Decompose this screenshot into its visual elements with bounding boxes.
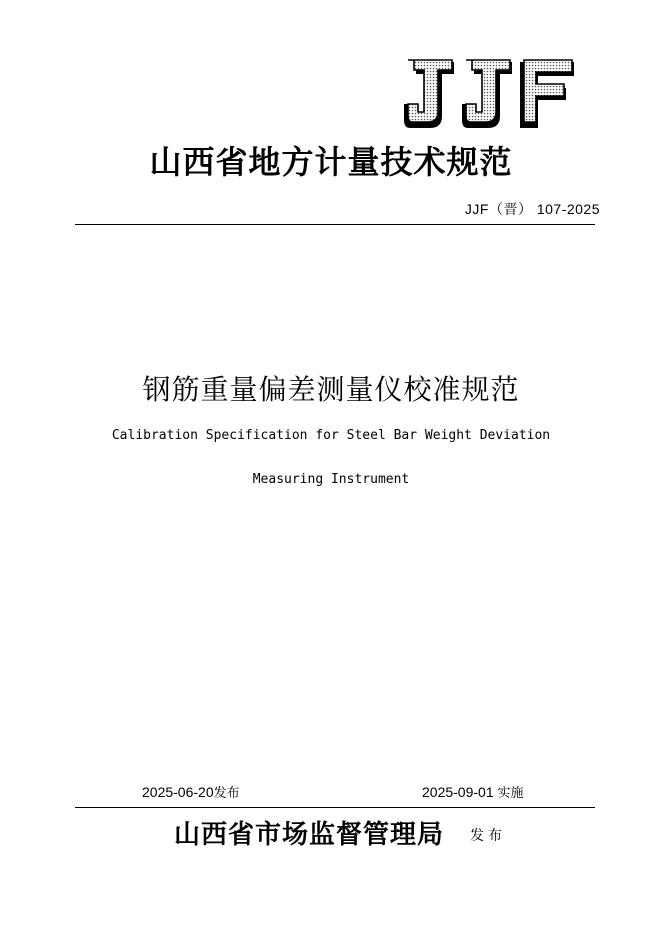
issue-label: 发布 [213, 786, 240, 801]
effective-date-block [422, 783, 524, 803]
document-title-en-line2: Measuring Instrument [252, 472, 410, 487]
logo-text: JJF [402, 58, 404, 59]
header-divider [75, 224, 595, 225]
standard-category-title: 山西省地方计量技术规范 [149, 143, 513, 181]
effective-date: 2025-09-01 [422, 784, 494, 800]
publisher-suffix: 发布 [470, 828, 506, 844]
publisher-name: 山西省市场监督管理局 [174, 820, 445, 850]
footer-divider [75, 807, 595, 808]
effective-label: 实施 [497, 786, 524, 801]
issue-date: 2025-06-20 [142, 784, 214, 800]
jjf-logo [402, 58, 576, 130]
standard-code: JJF（晋） 107-2025 [464, 201, 600, 217]
document-title-cn: 钢筋重量偏差测量仪校准规范 [142, 373, 520, 406]
issue-date-block [142, 783, 240, 803]
document-title-en-line1: Calibration Specification for Steel Bar Weight Deviation [111, 428, 551, 443]
